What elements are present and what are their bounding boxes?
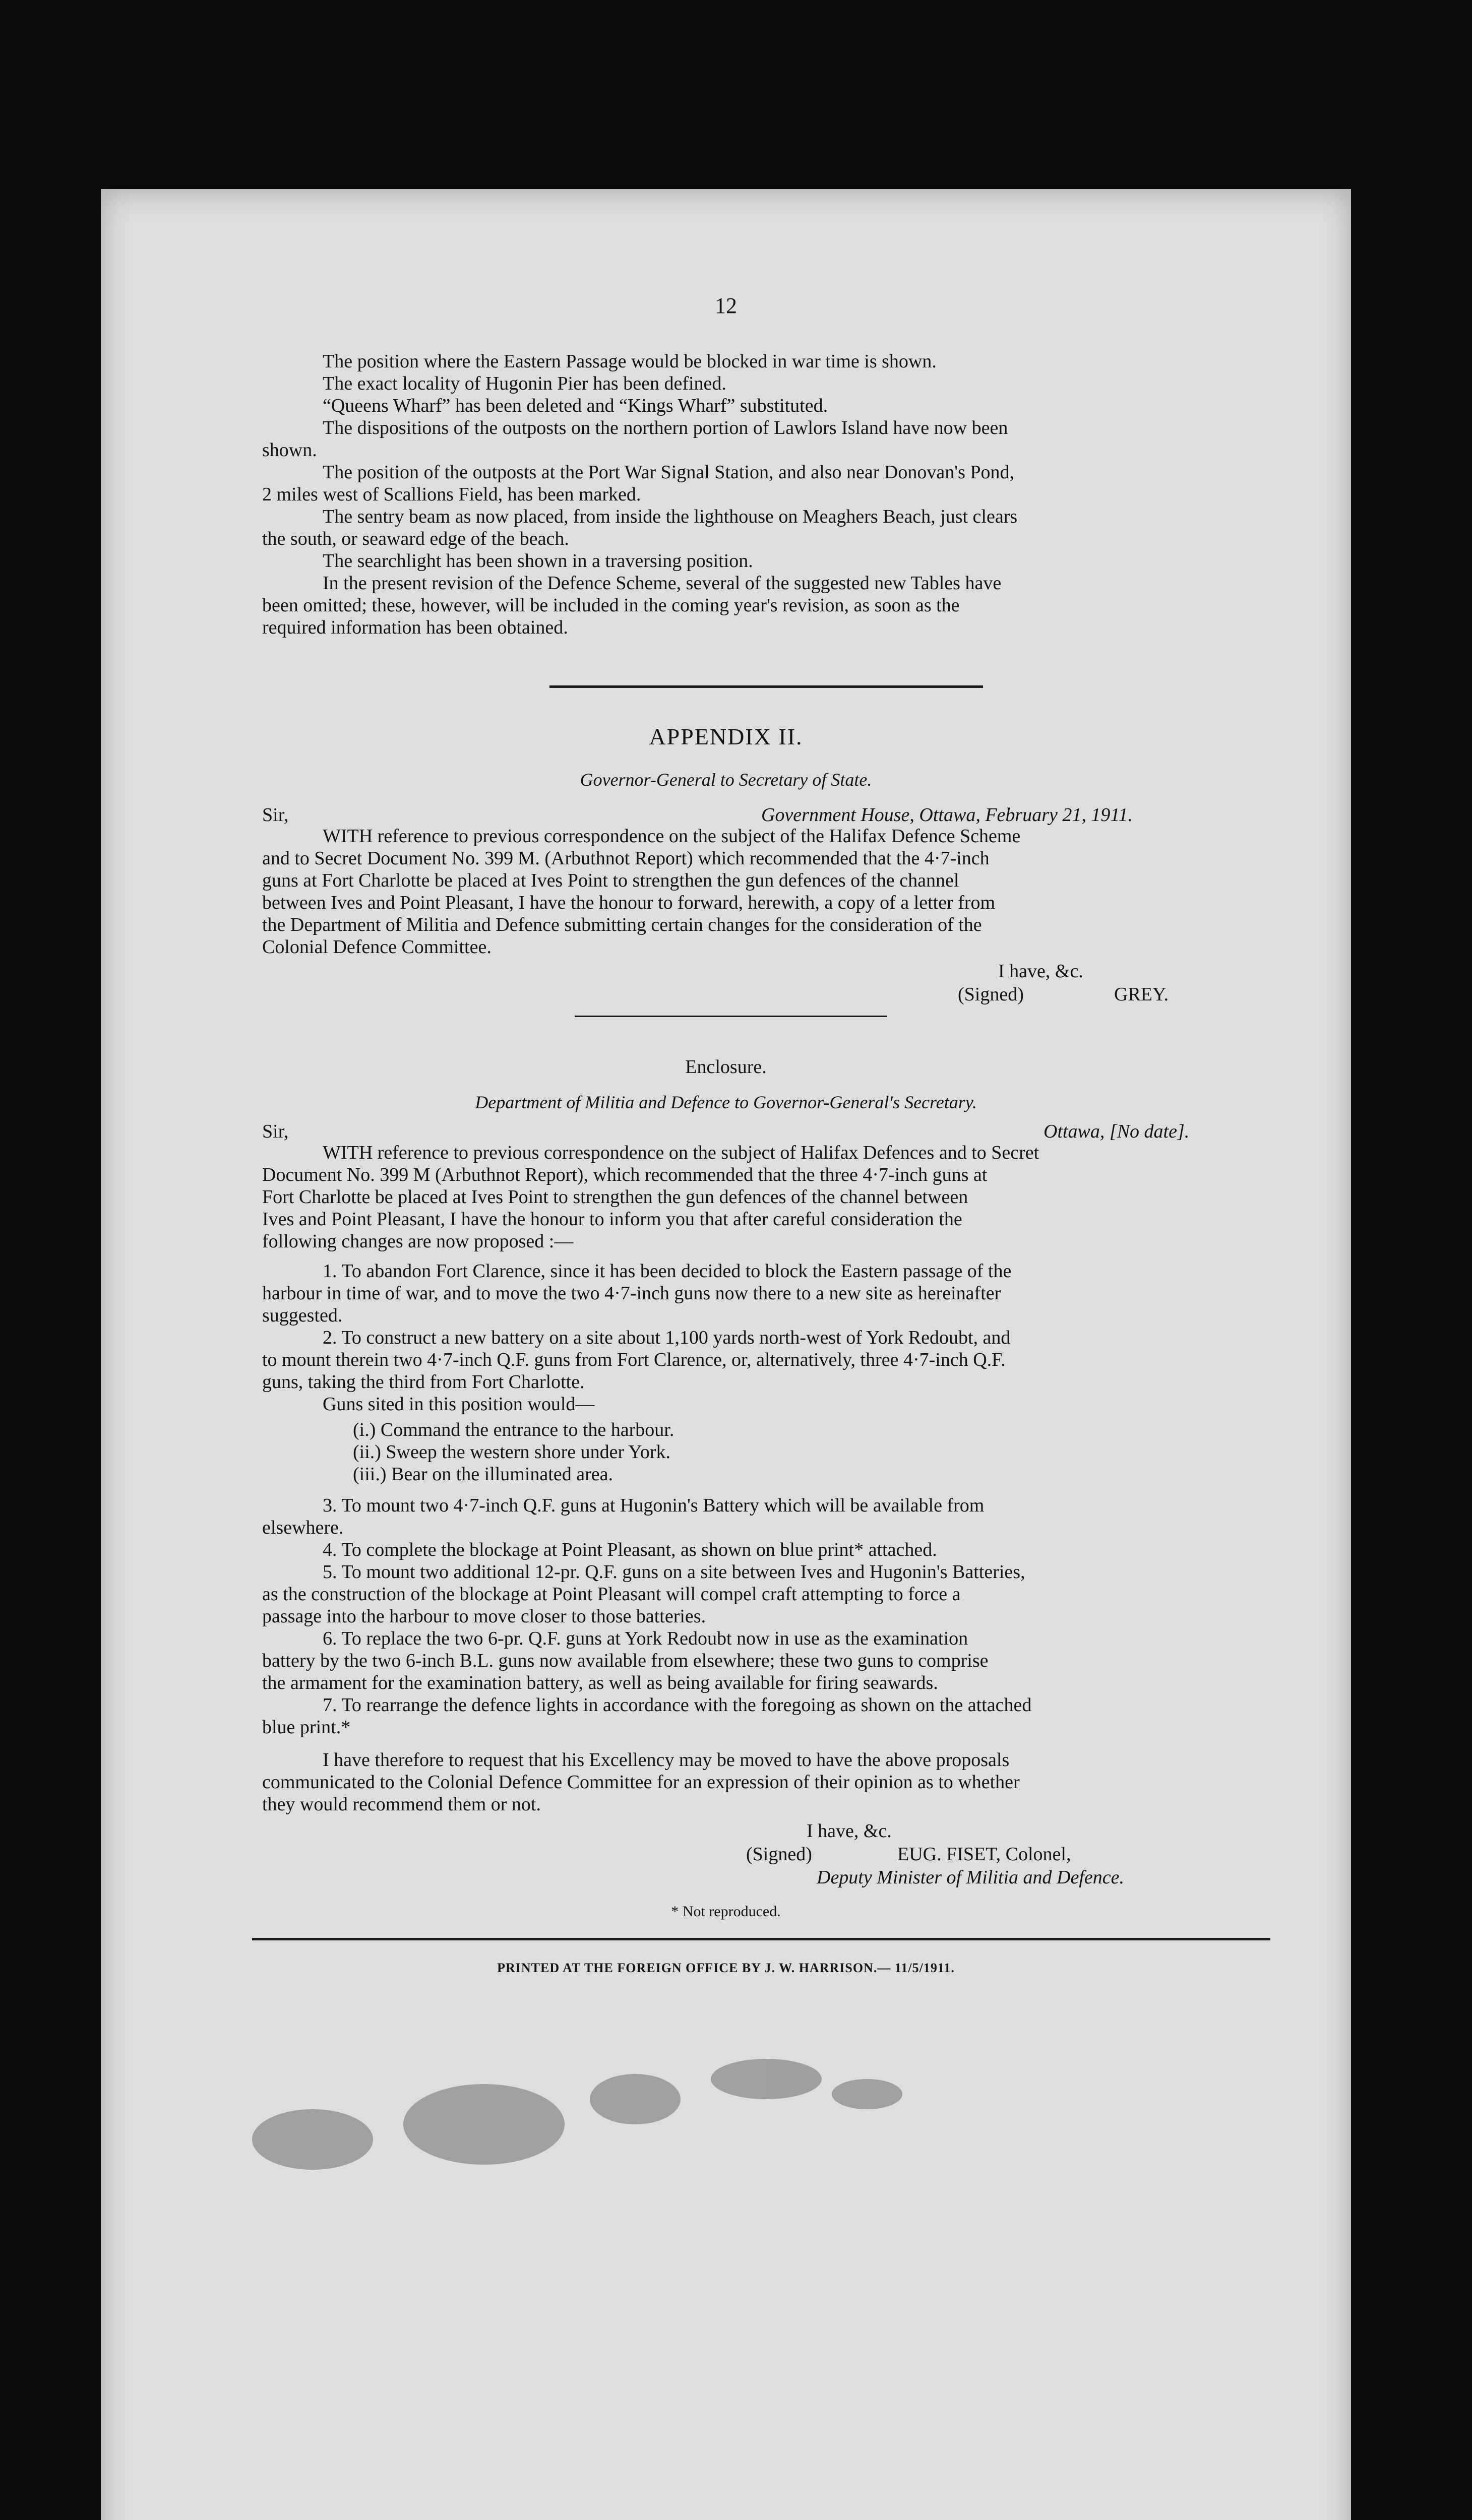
intro-line: The exact locality of Hugonin Pier has been defined. [323, 373, 726, 394]
enclosure-body-line: 1. To abandon Fort Clarence, since it has been decided to block the Eastern passage of the [323, 1261, 1012, 1282]
footnote: * Not reproduced. [671, 1903, 781, 1920]
enclosure-body-line: passage into the harbour to move closer to those batteries. [262, 1606, 706, 1627]
enclosure-body-line: Ives and Point Pleasant, I have the honour to inform you that after careful consideration the [262, 1209, 962, 1230]
appendix-body-line: and to Secret Document No. 399 M. (Arbuthnot Report) which recommended that the 4·7-inch [262, 848, 990, 869]
intro-line: In the present revision of the Defence Scheme, several of the suggested new Tables have [323, 573, 1002, 594]
appendix-dateline: Government House, Ottawa, February 21, 1911. [761, 804, 1133, 826]
enclosure-body-line: WITH reference to previous correspondence on the subject of Halifax Defences and to Secret [323, 1142, 1039, 1163]
intro-line: The position where the Eastern Passage would be blocked in war time is shown. [323, 351, 937, 372]
enclosure-body-line: the armament for the examination battery, as well as being available for firing seawards. [262, 1672, 938, 1693]
enclosure-body-line: suggested. [262, 1305, 343, 1326]
intro-line: “Queens Wharf” has been deleted and “Kings Wharf” substituted. [323, 395, 828, 416]
intro-line: required information has been obtained. [262, 617, 568, 638]
appendix-closing: I have, &c. [998, 961, 1083, 982]
footer-rule [252, 1938, 1270, 1940]
enclosure-body-line: Fort Charlotte be placed at Ives Point to strengthen the gun defences of the channel between [262, 1186, 968, 1208]
intro-line: The dispositions of the outposts on the northern portion of Lawlors Island have now been [323, 417, 1008, 438]
enclosure-body-line: to mount therein two 4·7-inch Q.F. guns from Fort Clarence, or, alternatively, three 4·7-inch Q.F. [262, 1349, 1006, 1370]
enclosure-salutation: Sir, [262, 1121, 289, 1142]
enclosure-subtitle: Department of Militia and Defence to Governor-General's Secretary. [475, 1092, 977, 1112]
appendix-subtitle: Governor-General to Secretary of State. [580, 770, 872, 790]
enclosure-body-line: 4. To complete the blockage at Point Pleasant, as shown on blue print* attached. [323, 1539, 937, 1560]
appendix-salutation: Sir, [262, 804, 289, 826]
section-divider [575, 1016, 887, 1017]
paper-damage-marks [202, 2024, 1260, 2225]
enclosure-signer-title: Deputy Minister of Militia and Defence. [817, 1867, 1124, 1888]
enclosure-signer: EUG. FISET, Colonel, [897, 1844, 1071, 1865]
section-divider [549, 685, 983, 688]
enclosure-body-line: 5. To mount two additional 12-pr. Q.F. guns on a site between Ives and Hugonin's Batteries, [323, 1561, 1025, 1583]
enclosure-body-line: 6. To replace the two 6-pr. Q.F. guns at York Redoubt now in use as the examination [323, 1628, 968, 1649]
enclosure-body-line: I have therefore to request that his Excellency may be moved to have the above proposals [323, 1749, 1010, 1771]
enclosure-body-line: elsewhere. [262, 1517, 344, 1538]
appendix-signer: GREY. [1114, 984, 1169, 1005]
document-page [101, 189, 1351, 2520]
intro-line: The searchlight has been shown in a traversing position. [323, 550, 753, 572]
enclosure-body-line: 7. To rearrange the defence lights in accordance with the foregoing as shown on the attached [323, 1694, 1032, 1716]
page-number: 12 [715, 293, 737, 318]
appendix-body-line: Colonial Defence Committee. [262, 936, 492, 958]
intro-line: 2 miles west of Scallions Field, has been marked. [262, 484, 641, 505]
enclosure-body-line: communicated to the Colonial Defence Committee for an expression of their opinion as to whether [262, 1772, 1020, 1793]
appendix-title: APPENDIX II. [649, 724, 803, 749]
enclosure-body-line: they would recommend them or not. [262, 1794, 541, 1815]
enclosure-closing: I have, &c. [807, 1820, 892, 1842]
enclosure-body-line: 3. To mount two 4·7-inch Q.F. guns at Hugonin's Battery which will be available from [323, 1495, 985, 1516]
enclosure-signed: (Signed) [746, 1844, 812, 1865]
enclosure-body-line: Document No. 399 M (Arbuthnot Report), which recommended that the three 4·7-inch guns at [262, 1164, 988, 1185]
enclosure-body-line: following changes are now proposed :— [262, 1231, 574, 1252]
appendix-body-line: guns at Fort Charlotte be placed at Ives Point to strengthen the gun defences of the channel [262, 870, 959, 891]
enclosure-body-line: (iii.) Bear on the illuminated area. [353, 1464, 613, 1485]
enclosure-body-line: 2. To construct a new battery on a site about 1,100 yards north-west of York Redoubt, and [323, 1327, 1011, 1348]
enclosure-body-line: guns, taking the third from Fort Charlotte. [262, 1371, 585, 1393]
enclosure-body-line: Guns sited in this position would— [323, 1394, 595, 1415]
intro-line: shown. [262, 439, 317, 461]
appendix-body-line: the Department of Militia and Defence submitting certain changes for the consideration of the [262, 914, 982, 935]
enclosure-body-line: (ii.) Sweep the western shore under York. [353, 1441, 671, 1463]
intro-line: The sentry beam as now placed, from inside the lighthouse on Meaghers Beach, just clears [323, 506, 1018, 527]
appendix-signed: (Signed) [958, 984, 1024, 1005]
enclosure-body-line: blue print.* [262, 1717, 351, 1738]
printer-line: PRINTED AT THE FOREIGN OFFICE BY J. W. HARRISON.— 11/5/1911. [497, 1961, 955, 1975]
enclosure-body-line: battery by the two 6-inch B.L. guns now available from elsewhere; these two guns to comprise [262, 1650, 989, 1671]
enclosure-body-line: (i.) Command the entrance to the harbour. [353, 1419, 674, 1440]
appendix-body-line: between Ives and Point Pleasant, I have the honour to forward, herewith, a copy of a letter from [262, 892, 996, 913]
appendix-body-line: WITH reference to previous correspondence on the subject of the Halifax Defence Scheme [323, 826, 1021, 847]
enclosure-body-line: harbour in time of war, and to move the two 4·7-inch guns now there to a new site as hereinafter [262, 1283, 1001, 1304]
intro-line: The position of the outposts at the Port War Signal Station, and also near Donovan's Pond, [323, 462, 1014, 483]
enclosure-title: Enclosure. [685, 1056, 767, 1078]
enclosure-dateline: Ottawa, [No date]. [1044, 1121, 1190, 1142]
intro-line: the south, or seaward edge of the beach. [262, 528, 569, 549]
enclosure-body-line: as the construction of the blockage at Point Pleasant will compel craft attempting to force a [262, 1584, 961, 1605]
intro-line: been omitted; these, however, will be included in the coming year's revision, as soon as the [262, 595, 960, 616]
